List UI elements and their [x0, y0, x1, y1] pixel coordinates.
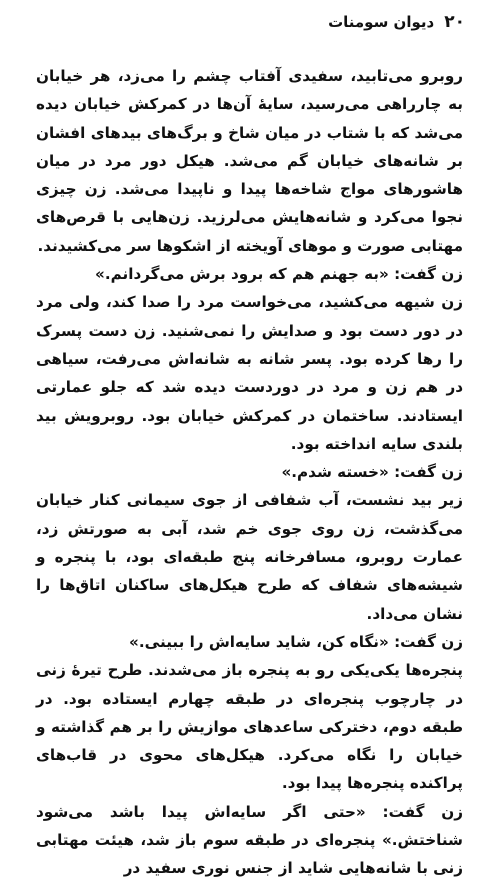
- dialogue-line-1: زن گفت: «به جهنم هم که برود برش می‌گردانم.»: [95, 265, 463, 284]
- paragraph-2: زن شیهه می‌کشید، می‌خواست مرد را صدا کند، ولی مرد در دور دست بود و صدایش را نمی‌شنید. زن دست پسرک را رها کرده بود. پسر شانه به شانه‌اش می‌رفت، سیاهی در هم زن و مرد در دوردست دیده شد که جلو عمارتی ایستادند. ساختمان در کمرکش خیابان بود. روبرویش بید بلندی سایه انداخته بود.: [36, 293, 463, 453]
- body-text: [36, 62, 463, 883]
- paragraph-4: پنجره‌ها یکی‌یکی رو به پنجره باز می‌شدند. طرح تیرهٔ زنی در چارچوب پنجره‌ای در طبقه چهارم ایستاده بود. در طبقه دوم، دخترکی ساعدهای موازیش را بر هم گذاشته و خیابان را نگاه می‌کرد. هیکل‌های محوی در قاب‌های پراکنده پنجره‌ها پیدا بود.: [36, 661, 463, 793]
- dialogue-line-2: زن گفت: «خسته شدم.»: [281, 463, 463, 482]
- paragraph-3: زیر بید نشست، آب شفافی از جوی سیمانی کنار خیابان می‌گذشت، زن روی جوی خم شد، آبی به صورتش زد، عمارت روبرو، مسافرخانه پنج طبقه‌ای بود، با پنجره و شیشه‌های شفاف که طرح هیکل‌های ساکنان اتاق‌ها را نشان می‌داد.: [36, 491, 463, 623]
- paragraph-5: زن گفت: «حتی اگر سایه‌اش پیدا باشد می‌شود شناختش.» پنجره‌ای در طبقه سوم باز شد، هیئت مهتابی زنی با شانه‌هایی شاید از جنس نوری سفید در: [36, 802, 463, 878]
- running-title: دیوان سومنات: [328, 13, 435, 31]
- paragraph-1: روبرو می‌تابید، سفیدی آفتاب چشم را می‌زد، هر خیابان به چارراهی می‌رسید، سایهٔ آن‌ها در کمرکش خیابان دیده می‌شد که با شتاب در میان شاخ و برگ‌های بیدهای افشان بر شانه‌های خیابان گم می‌شد. هیکل دور مرد در میان هاشورهای مواج شاخه‌ها پیدا و ناپیدا می‌شد. زن چیزی نجوا می‌کرد و شانه‌هایش می‌لرزید. زن‌هایی با قرص‌های مهتابی صورت و موهای آویخته از اشکوها سر می‌کشیدند.: [36, 67, 463, 255]
- dialogue-line-3: زن گفت: «نگاه کن، شاید سایه‌اش را ببینی.»: [129, 632, 463, 651]
- page-number: ۲۰: [444, 12, 465, 32]
- page-header: [328, 12, 465, 32]
